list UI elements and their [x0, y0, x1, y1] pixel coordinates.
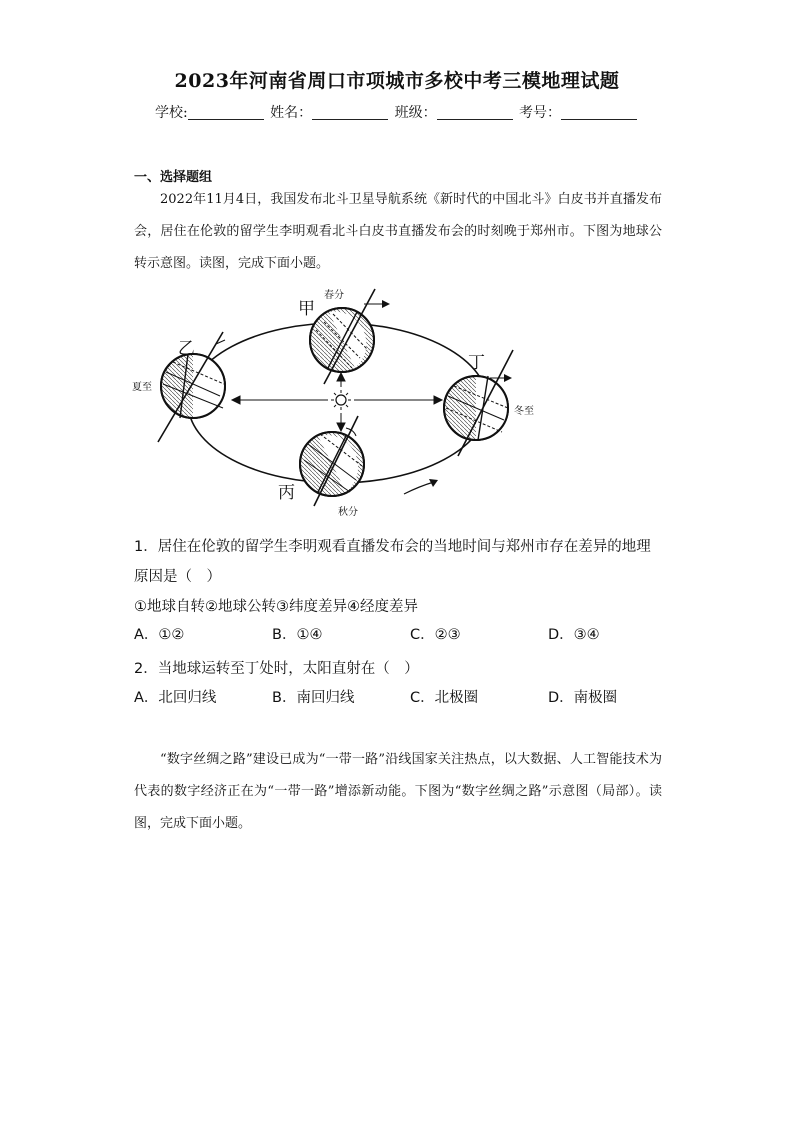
student-info-line — [0, 102, 794, 122]
class-blank[interactable] — [437, 105, 513, 120]
q1-option-b[interactable]: B．①④ — [272, 627, 323, 643]
label-jia: 甲 — [298, 299, 315, 319]
label-xiazhi: 夏至 — [132, 382, 152, 393]
school-label: 学校: — [154, 105, 188, 121]
question-1-options — [134, 623, 664, 653]
q1-option-a[interactable]: A．①② — [134, 627, 185, 643]
label-yi: 乙 — [178, 339, 195, 359]
q2-option-b[interactable]: B．南回归线 — [272, 690, 355, 706]
earth-jia — [310, 289, 390, 384]
passage-2 — [134, 744, 662, 840]
passage-1-text: 2022年11月4日，我国发布北斗卫星导航系统《新时代的中国北斗》白皮书并直播发布会，居住在伦敦的留学生李明观看北斗白皮书直播发布会的时刻晚于郑州市。下图为地球公转示意图。读图，完成下面小题。 — [134, 192, 662, 271]
q2-option-a[interactable]: A．北回归线 — [134, 690, 217, 706]
q1-option-c[interactable]: C．②③ — [410, 627, 461, 643]
sun-icon — [331, 390, 351, 410]
question-1-choices: ①地球自转②地球公转③纬度差异④经度差异 — [134, 599, 418, 615]
label-qiufen: 秋分 — [338, 507, 358, 518]
question-1-stem: 1．居住在伦敦的留学生李明观看直播发布会的当地时间与郑州市存在差异的地理原因是（ ） — [134, 539, 651, 585]
school-blank[interactable] — [188, 105, 264, 120]
label-chunfen: 春分 — [324, 290, 344, 301]
class-label: 班级： — [394, 105, 437, 121]
number-label: 考号： — [519, 105, 562, 121]
q2-option-d[interactable]: D．南极圈 — [548, 690, 618, 706]
name-blank[interactable] — [312, 105, 388, 120]
earth-bing — [300, 416, 364, 506]
question-2-options — [134, 686, 664, 716]
exam-title: 2023年河南省周口市项城市多校中考三模地理试题 — [174, 70, 620, 92]
section-heading: 一、选择题组 — [134, 170, 213, 185]
question-2-stem: 2．当地球运转至丁处时，太阳直射在（ ） — [134, 661, 419, 677]
q2-option-c[interactable]: C．北极圈 — [410, 690, 479, 706]
label-ding: 丁 — [468, 353, 485, 373]
q1-option-d[interactable]: D．③④ — [548, 627, 600, 643]
passage-1 — [134, 184, 662, 280]
label-dongzhi: 冬至 — [514, 406, 534, 417]
earth-revolution-diagram — [128, 284, 548, 520]
label-bing: 丙 — [278, 483, 295, 503]
number-blank[interactable] — [561, 105, 637, 120]
name-label: 姓名： — [270, 105, 313, 121]
passage-2-text: “数字丝绸之路”建设已成为“一带一路”沿线国家关注热点，以大数据、人工智能技术为代表的数字经济正在为“一带一路”增添新动能。下图为“数字丝绸之路”示意图（局部）。读图，完成下面小题。 — [134, 752, 662, 831]
revolution-direction-arrow — [404, 479, 438, 494]
